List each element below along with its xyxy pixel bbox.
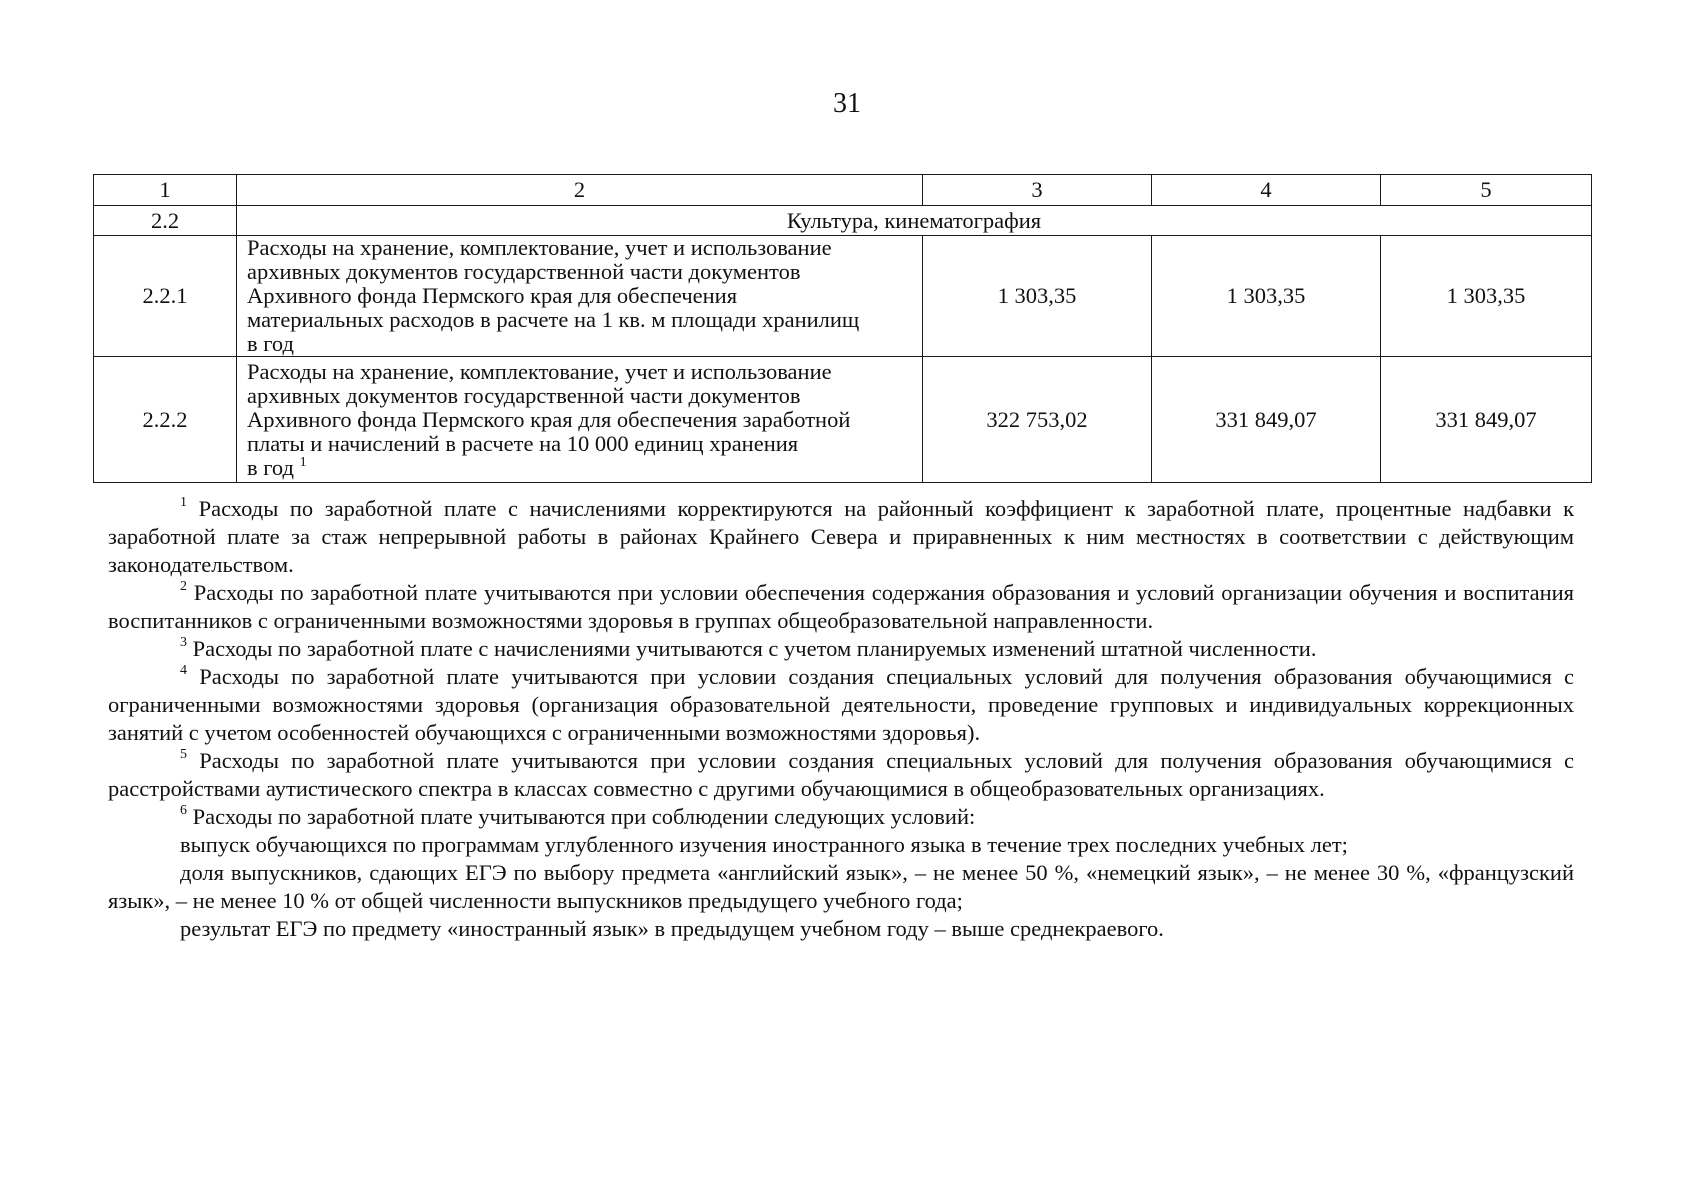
value-col5: 331 849,07 [1381,357,1592,483]
value-col5: 1 303,35 [1381,236,1592,357]
footnote-mark: 3 [180,635,187,650]
footnote [108,579,1574,635]
value-col3: 322 753,02 [923,357,1152,483]
description-line: платы и начислений в расчете на 10 000 единиц хранения [247,430,799,456]
value-col4: 331 849,07 [1152,357,1381,483]
table-row [94,357,1592,483]
value-col3: 1 303,35 [923,236,1152,357]
header-cell: 5 [1381,175,1592,206]
condition-item: выпуск обучающихся по программам углубленного изучения иностранного языка в течение трех последних учебных лет; [180,832,1348,857]
footnote-reference: 1 [299,454,307,470]
value-col4: 1 303,35 [1152,236,1381,357]
footnote-mark: 2 [180,579,187,594]
description-line: в год [247,331,294,356]
footnotes-block [108,495,1574,943]
description-line: материальных расходов в расчете на 1 кв. м площади хранилищ [247,307,860,332]
section-number: 2.2 [94,206,237,236]
footnote [108,495,1574,579]
description-line: архивных документов государственной части документов [247,259,801,284]
footnote-text: Расходы по заработной плате с начислениями корректируются на районный коэффициент к заработной плате, процентные надбавки к заработной плате за стаж непрерывной работы в районах Крайнего Севера и приравненных к ним местностях в соответствии с действующим законодательством. [108,496,1575,577]
description-line [247,456,916,480]
table-row [94,236,1592,357]
footnote [108,663,1574,747]
footnote-text: Расходы по заработной плате учитываются при соблюдении следующих условий: [192,804,976,829]
footnote [108,635,1574,663]
section-title: Культура, кинематография [237,206,1592,236]
footnote-mark: 6 [180,803,187,818]
header-cell: 1 [94,175,237,206]
footnote-mark: 5 [180,747,187,762]
footnote [108,803,1574,831]
row-description [237,236,923,357]
description-line: Расходы на хранение, комплектование, учет и использование [247,358,832,384]
section-row [94,206,1592,236]
page-number: 31 [833,88,861,119]
row-number: 2.2.2 [94,357,237,483]
footnote [108,747,1574,803]
description-line: архивных документов государственной части документов [247,382,801,408]
expense-norms-table [93,174,1592,483]
description-line: Расходы на хранение, комплектование, учет и использование [247,235,832,260]
footnote-mark: 4 [180,663,187,678]
row-description [237,357,923,483]
row-number: 2.2.1 [94,236,237,357]
description-line: Архивного фонда Пермского края для обеспечения [247,283,738,308]
table-header-row [94,175,1592,206]
description-line-text: в год [247,454,294,480]
footnote-text: Расходы по заработной плате учитываются при условии создания специальных условий для получения образования обучающимися с расстройствами аутистического спектра в классах совместно с другими обучающимися в общеобразовательных организациях. [108,748,1575,801]
footnote-text: Расходы по заработной плате с начислениями учитываются с учетом планируемых изменений штатной численности. [192,636,1317,661]
header-cell: 4 [1152,175,1381,206]
header-cell: 2 [237,175,923,206]
condition-item: результат ЕГЭ по предмету «иностранный язык» в предыдущем учебном году – выше среднекраевого. [180,916,1164,941]
description-line: Архивного фонда Пермского края для обеспечения заработной [247,406,851,432]
footnote-text: Расходы по заработной плате учитываются при условии создания специальных условий для получения образования обучающимися с ограниченными возможностями здоровья (организация образовательной деятельности, проведение групповых и индивидуальных коррекционных занятий с учетом особенностей обучающихся с ограниченными возможностями здоровья). [108,664,1575,745]
footnote-mark: 1 [180,495,187,510]
header-cell: 3 [923,175,1152,206]
footnote-text: Расходы по заработной плате учитываются при условии обеспечения содержания образования и условий организации обучения и воспитания воспитанников с ограниченными возможностями здоровья в группах общеобразовательной направленности. [108,580,1575,633]
condition-item: доля выпускников, сдающих ЕГЭ по выбору предмета «английский язык», – не менее 50 %, «немецкий язык», – не менее 30 %, «французский язык», – не менее 10 % от общей численности выпускников предыдущего учебного года; [108,860,1574,913]
